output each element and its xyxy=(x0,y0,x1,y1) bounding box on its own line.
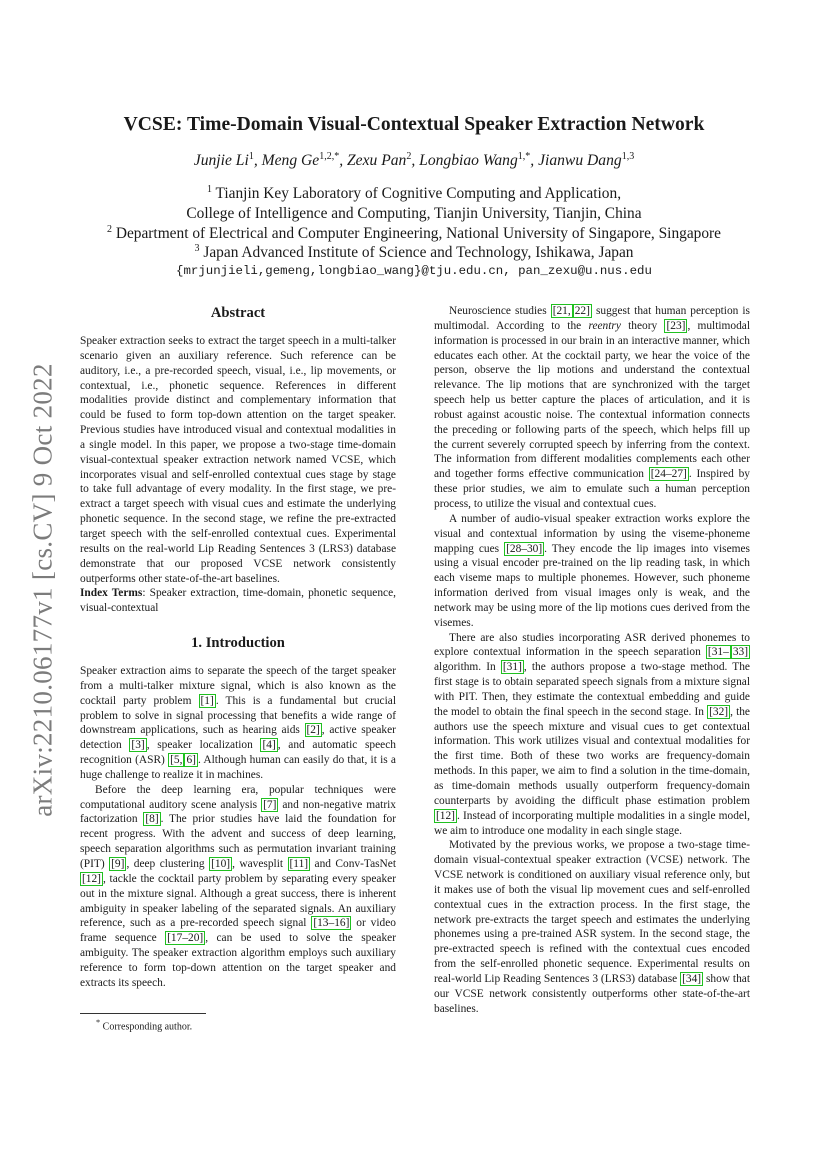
footnote xyxy=(96,1018,192,1032)
citation-link[interactable]: [23] xyxy=(666,319,686,332)
body-text: algorithm. In xyxy=(434,661,501,674)
arxiv-identifier xyxy=(26,363,60,817)
citation-link[interactable]: [13–16] xyxy=(313,917,350,930)
body-text: . Instead of incorporating multiple modalities in a single model, we aim to introduce one modality in each single stage. xyxy=(434,809,750,837)
body-text: Neuroscience studies xyxy=(449,305,551,317)
body-text: . Inspired by these prior studies, we aim to emulate such a human perception process, to utilize the visual and contextual cues. xyxy=(434,468,750,510)
affiliation-mark: 2 xyxy=(106,224,112,235)
intro-paragraph-2 xyxy=(80,783,396,991)
arxiv-identifier-text: arXiv:2210.06177v1 [cs.CV] 9 Oct 2022 xyxy=(27,363,58,817)
author-affiliation-mark: 1,3 xyxy=(621,151,635,162)
body-text: , multimodal information is processed in our brain in an interactive manner, which educates each other. At the cocktail party, we hear the voice of the person, observe the lip motions and understand the contextual relevance. The lip motions that are synchronized with the target speech help us better capture the places of articulation, and it is robust against acoustic noise. The contextual information connects the preceding or following parts of the speech, which helps fill up the current severely corrupted speech by inferring from the context. The information from different modalities complements each other and together forms effective communication xyxy=(434,319,751,481)
body-text: , the authors use the speech mixture and visual cues to get contextual information. This work utilizes visual and contextual modalities for the first time. Both of these two works are frequency-domain methods. In this paper, we aim to find a solution in the time-domain, as time-domain methods usually outperform frequency-domain counterparts by avoiding the difficult phase estimation problem xyxy=(434,705,750,807)
citation-link[interactable]: [2] xyxy=(306,724,320,737)
citation-link[interactable]: [32] xyxy=(709,705,729,718)
affiliation-text: College of Intelligence and Computing, Tianjin University, Tianjin, China xyxy=(186,205,642,222)
footnote-mark: * xyxy=(96,1018,101,1027)
paper-title: VCSE: Time-Domain Visual-Contextual Speaker Extraction Network xyxy=(123,114,705,135)
body-text: theory xyxy=(620,319,665,332)
citation-link[interactable]: [7] xyxy=(263,798,277,811)
affiliation-line xyxy=(0,243,828,262)
body-text: , the authors propose a two-stage method. The first stage is to obtain separated speech signals from a mixture signal with PIT. Then, they estimate the contextual embedding and guide the model to obtain the final speech in the second stage. In xyxy=(434,661,750,718)
abstract-heading: Abstract xyxy=(210,305,266,321)
body-text: Speaker extraction aims to separate the speech of the target speaker from a multi-talker mixture signal, which is also known as the cocktail party problem xyxy=(80,665,396,707)
citation-link[interactable]: [10] xyxy=(211,858,231,870)
affiliation-text: Japan Advanced Institute of Science and Technology, Ishikawa, Japan xyxy=(203,244,634,262)
citation-link[interactable]: 33] xyxy=(732,646,748,659)
affiliation-mark: 1 xyxy=(206,184,212,195)
citation-link[interactable]: [12] xyxy=(82,872,101,885)
intro-paragraph-4 xyxy=(434,512,750,631)
affiliation-text: Department of Electrical and Computer Engineering, National University of Singapore, Singapore xyxy=(115,225,722,243)
body-text: . Although human can easily do that, it is a huge challenge to realize it in machines. xyxy=(80,754,396,781)
introduction-heading: 1. Introduction xyxy=(191,635,285,652)
body-text: and non-negative matrix factorization xyxy=(80,798,396,826)
citation-link[interactable]: [34] xyxy=(682,972,702,985)
affiliation-line xyxy=(0,224,828,243)
body-text: , active speaker detection xyxy=(80,724,396,752)
intro-paragraph-3 xyxy=(434,304,750,512)
body-text: . This is a fundamental but crucial problem to solve in signal processing that benefits a wide range of downstream applications, such as hearing aids xyxy=(80,694,396,737)
intro-paragraph-5 xyxy=(434,631,750,839)
body-text: There are also studies incorporating ASR derived phonemes to explore contextual information in the speech separation xyxy=(434,631,750,659)
affiliation-line xyxy=(0,205,828,223)
citation-link[interactable]: [3] xyxy=(131,739,145,752)
author-affiliation-mark: 1 xyxy=(248,151,254,162)
emphasis-text: reentry xyxy=(588,319,621,332)
author-separator: , xyxy=(253,152,262,170)
left-column xyxy=(80,304,396,991)
citation-link[interactable]: [5, xyxy=(170,754,183,767)
right-column xyxy=(434,304,750,1017)
body-text: , wavesplit xyxy=(232,858,288,870)
citation-link[interactable]: [17–20] xyxy=(167,932,204,945)
intro-paragraph-1 xyxy=(80,664,396,783)
citation-link[interactable]: [31] xyxy=(502,661,522,674)
body-text: suggest that human perception is multimodal. According to the xyxy=(434,305,750,332)
body-text: , can be used to solve the speaker ambiguity. The speaker extraction algorithm employs such auxiliary reference to form top-down attention on the target speaker and extracts its speech. xyxy=(80,932,397,989)
body-text: . The prior studies have laid the foundation for recent progress. With the advent and success of deep learning, speech separation algorithms such as permutation invariant training (PIT) xyxy=(80,813,397,870)
citation-link[interactable]: [12] xyxy=(436,809,455,822)
body-text: Before the deep learning era, popular techniques were computational auditory scene analysis xyxy=(80,783,396,811)
citation-link[interactable]: [31– xyxy=(707,646,729,659)
author-name: Longbiao Wang xyxy=(419,152,518,170)
body-text: or video frame sequence xyxy=(80,917,396,945)
body-text: A number of audio-visual speaker extraction works explore the visual and contextual information by using the viseme-phoneme mapping cues xyxy=(434,512,750,555)
body-text: , speaker localization xyxy=(146,739,261,752)
index-terms xyxy=(80,586,396,616)
author-name: Meng Ge xyxy=(261,152,320,170)
footnote-text: Corresponding author. xyxy=(100,1021,193,1033)
footnote-rule xyxy=(80,1013,206,1014)
body-text: , and automatic speech recognition (ASR) xyxy=(80,739,396,767)
body-text: , deep clustering xyxy=(126,858,210,870)
author-separator: , xyxy=(339,152,347,170)
index-terms-label: Index Terms xyxy=(80,587,143,600)
body-text: . They encode the lip images into visemes using a visual encoder pre-trained on the lip reading task, in which each viseme maps to multiple phonemes. However, such phoneme information derived from visual images only is weak, and the network may be using more of the lip motions cues derived from the visemes. xyxy=(434,542,750,629)
body-text: and Conv-TasNet xyxy=(310,858,397,870)
citation-link[interactable]: 6] xyxy=(186,754,196,767)
abstract-text: Speaker extraction seeks to extract the target speech in a multi-talker scenario given an auxiliary reference. Such reference can be auditory, i.e., a pre-recorded speech, visual, i.e., lip movements, or contextual, i.e., phonetic sequence. References in different modalities provide distinct and complementary information that could be fused to form top-down attention on the target speaker. Previous studies have introduced visual and contextual modalities in a single model. In this paper, we propose a two-stage time-domain visual-contextual speaker extraction network named VCSE, which incorporates visual and self-enrolled contextual cues stage by stage to take full advantage of every modality. In the first stage, we pre-extract a target speech with visual cues and estimate the underlying phonetic sequence. In the second stage, we refine the pre-extracted target speech with the self-enrolled contextual cues. Experimental results on the real-world Lip Reading Sentences 3 (LRS3) database demonstrate that our proposed VCSE network consistently outperforms other state-of-the-art baselines. xyxy=(80,335,396,585)
citation-link[interactable]: [28–30] xyxy=(506,542,543,555)
citation-link[interactable]: [8] xyxy=(145,813,159,826)
author-separator: , xyxy=(530,152,539,170)
body-text: show that our VCSE network consistently outperforms other state-of-the-art baselines. xyxy=(434,972,750,1015)
affiliation-text: Tianjin Key Laboratory of Cognitive Computing and Application, xyxy=(215,185,622,203)
author-separator: , xyxy=(411,152,420,170)
citation-link[interactable]: [4] xyxy=(262,739,276,752)
index-terms-text: : Speaker extraction, time-domain, phonetic sequence, visual-contextual xyxy=(80,587,396,615)
citation-link[interactable]: 22] xyxy=(574,305,590,317)
author-name: Zexu Pan xyxy=(347,152,407,170)
citation-link[interactable]: [24–27] xyxy=(650,468,687,481)
citation-link[interactable]: [11] xyxy=(289,858,309,870)
intro-paragraph-6 xyxy=(434,838,750,1016)
citation-link[interactable]: [9] xyxy=(111,858,125,870)
affiliation-mark: 3 xyxy=(194,243,200,254)
author-affiliation-mark: 1,2,* xyxy=(319,151,340,162)
author-list xyxy=(0,151,828,170)
author-name: Junjie Li xyxy=(193,152,249,170)
citation-link[interactable]: [21, xyxy=(552,305,571,317)
body-text: Motivated by the previous works, we propose a two-stage time-domain visual-contextual speaker extraction (VCSE) network. The VCSE network is conditioned on auxiliary visual reference only, but it makes use of both the visual lip movement cues and self-enrolled contextual cues in the extraction process. In the first stage, the network pre-extracts the target speech and estimates the underlying phonemes using a pre-trained ASR system. In the second stage, the pre-extracted speech is refined with the contextual cues encoded from the self-enrolled phonetic sequence. Experimental results on real-world Lip Reading Sentences 3 (LRS3) database xyxy=(434,839,750,985)
citation-link[interactable]: [1] xyxy=(200,694,214,707)
affiliation-line xyxy=(0,184,828,203)
author-affiliation-mark: 2 xyxy=(406,151,412,162)
author-emails: {mrjunjieli,gemeng,longbiao_wang}@tju.edu.cn, pan_zexu@u.nus.edu xyxy=(176,264,652,278)
author-name: Jianwu Dang xyxy=(538,152,622,170)
author-affiliation-mark: 1,* xyxy=(517,151,531,162)
body-text: , tackle the cocktail party problem by separating every speaker out in the mixture signal. Although a great success, there is inherent ambiguity in speaker labeling of the separated signals. An auxiliary reference, such as a pre-recorded speech signal xyxy=(80,872,396,930)
